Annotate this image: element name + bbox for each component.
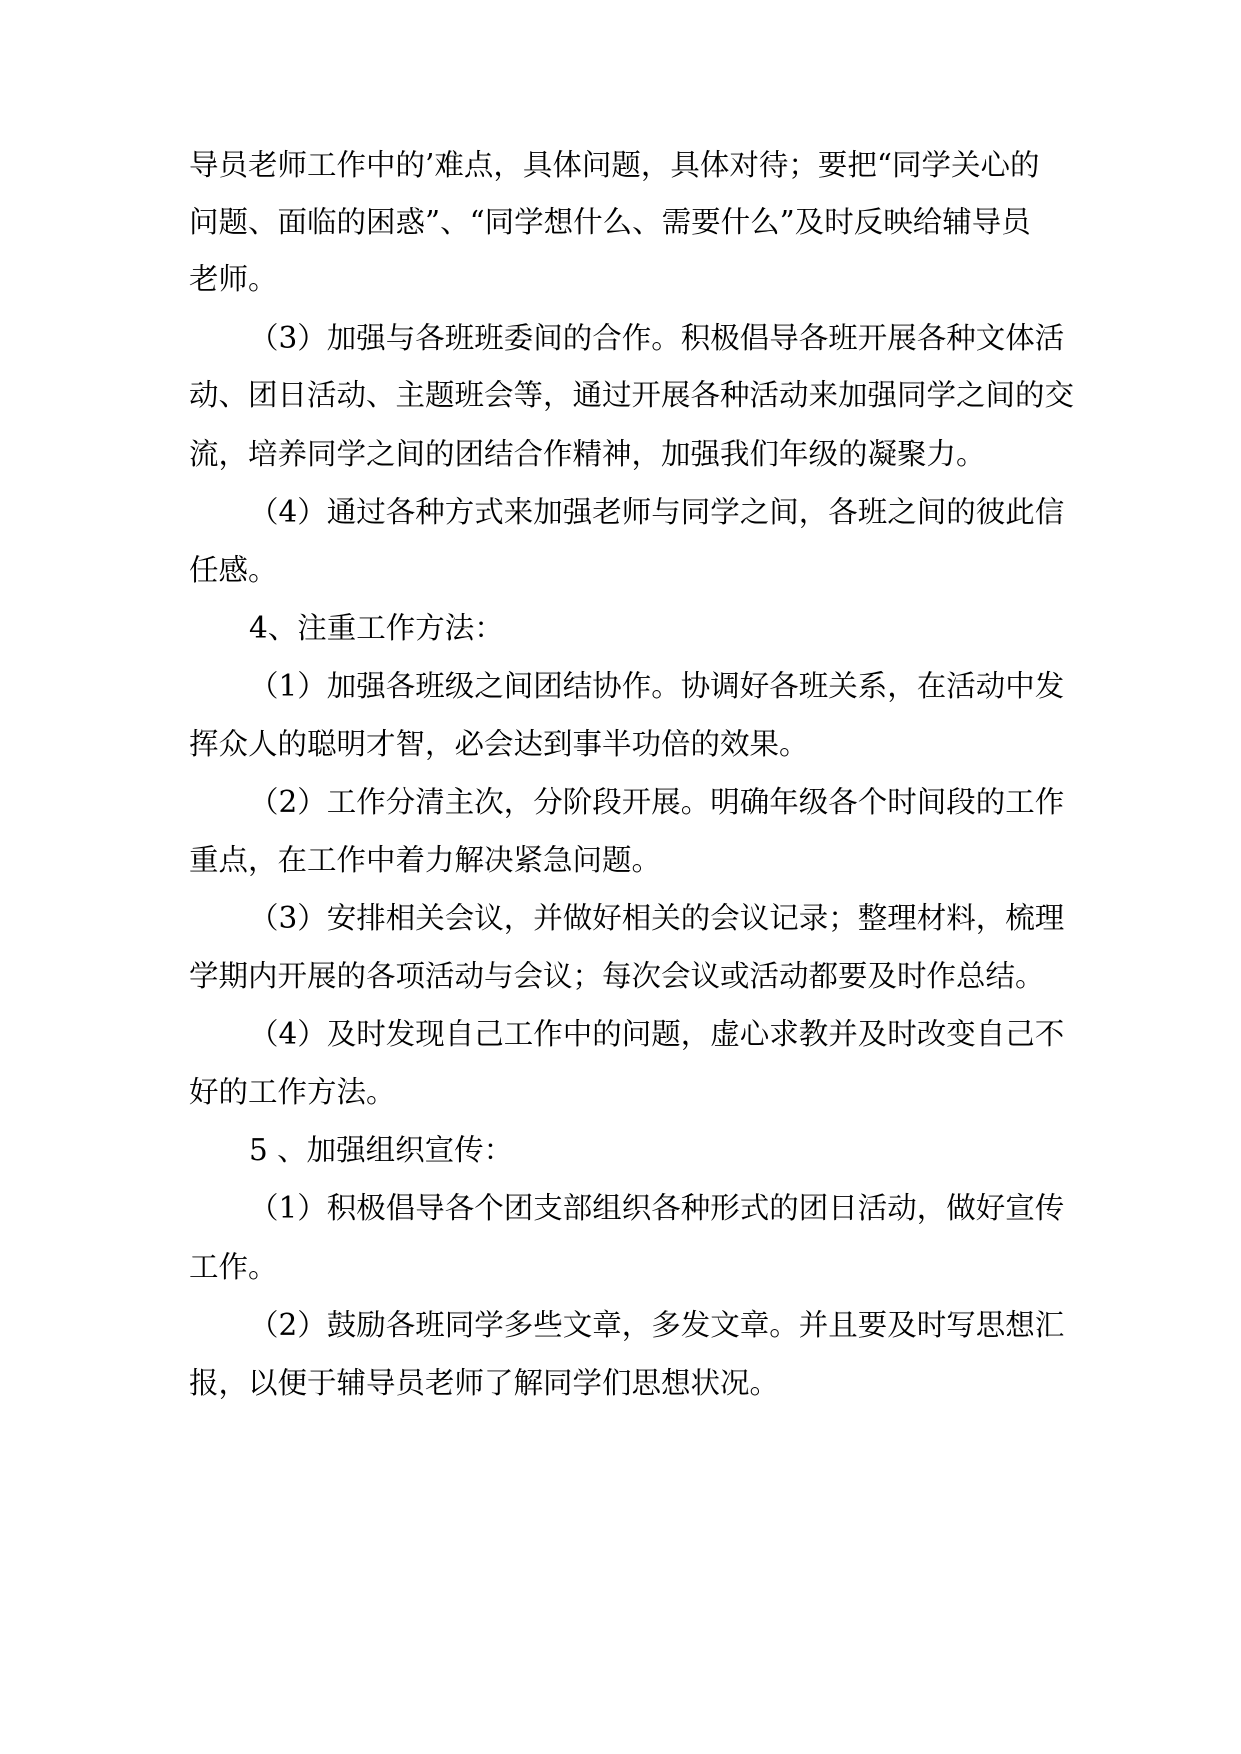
text-line: 动、团日活动、主题班会等，通过开展各种活动来加强同学之间的交 [189,378,1075,412]
text-line: 任感。 [189,553,278,587]
text-line: 导员老师工作中的’难点，具体问题，具体对待；要把“同学关心的 [189,148,1040,182]
text-line: 学期内开展的各项活动与会议；每次会议或活动都要及时作总结。 [189,959,1045,993]
text-line: （4）及时发现自己工作中的问题，虚心求教并及时改变自己不 [249,1017,1065,1051]
text-line: 重点，在工作中着力解决紧急问题。 [189,843,662,877]
section-heading: 4、注重工作方法： [249,611,504,645]
text-line: （1）积极倡导各个团支部组织各种形式的团日活动，做好宣传 [249,1191,1065,1225]
text-line: 好的工作方法。 [189,1075,396,1109]
text-line: 流，培养同学之间的团结合作精神，加强我们年级的凝聚力。 [189,437,986,471]
text-line: （2）工作分清主次，分阶段开展。明确年级各个时间段的工作 [249,785,1065,819]
section-heading: 5 、加强组织宣传： [249,1133,514,1167]
text-line: （4）通过各种方式来加强老师与同学之间，各班之间的彼此信 [249,495,1065,529]
text-line: 工作。 [189,1250,278,1284]
text-line: 问题、面临的困惑”、“同学想什么、需要什么”及时反映给辅导员 [189,205,1031,239]
text-line: （3）加强与各班班委间的合作。积极倡导各班开展各种文体活 [249,321,1065,355]
text-line: （3）安排相关会议，并做好相关的会议记录；整理材料，梳理 [249,901,1065,935]
text-line: （1）加强各班级之间团结协作。协调好各班关系，在活动中发 [249,669,1065,703]
text-line: 报，以便于辅导员老师了解同学们思想状况。 [189,1366,780,1400]
text-line: 挥众人的聪明才智，必会达到事半功倍的效果。 [189,727,809,761]
text-line: 老师。 [189,262,278,296]
text-line: （2）鼓励各班同学多些文章，多发文章。并且要及时写思想汇 [249,1308,1065,1342]
